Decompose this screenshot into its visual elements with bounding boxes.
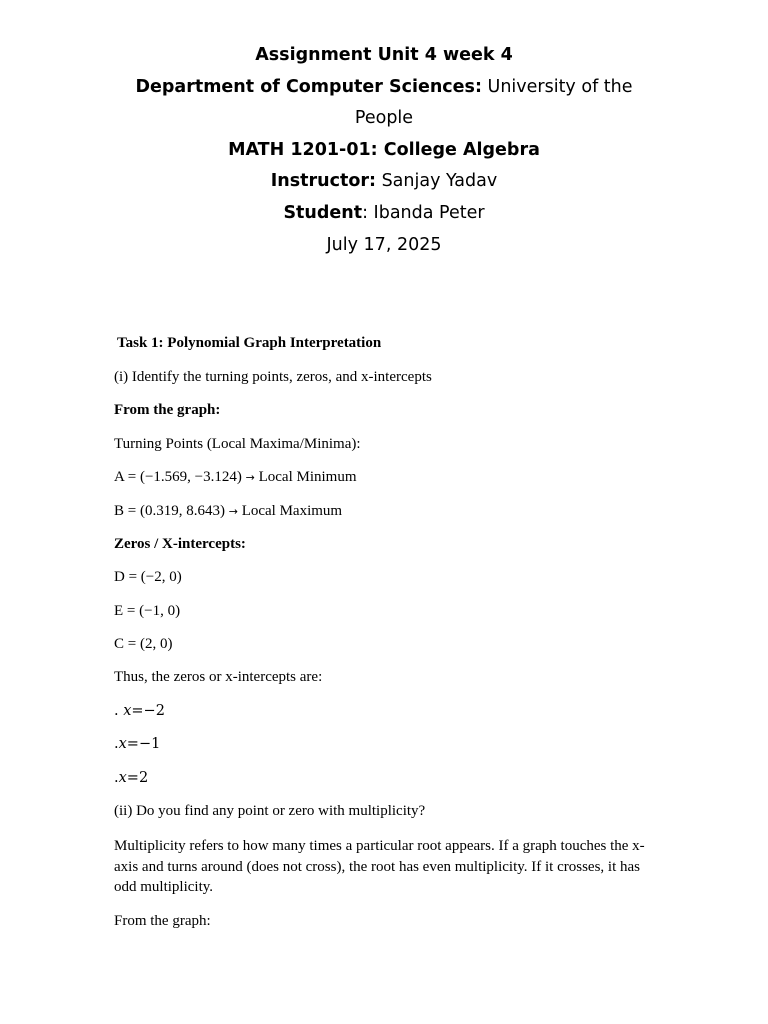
right-arrow-icon: → [245, 471, 255, 484]
instructor-label: Instructor: [270, 171, 377, 192]
point-a-label: A = (−1.569, −3.124) [114, 469, 242, 485]
task-heading: Task 1: Polynomial Graph Interpretation [117, 335, 382, 351]
student-name: : Ibanda Peter [362, 202, 485, 223]
zero-d: D = (−2, 0) [114, 569, 182, 585]
root-3: .x=2 [114, 770, 149, 786]
date: July 17, 2025 [326, 234, 442, 255]
question-i: (i) Identify the turning points, zeros, and x-intercepts [114, 369, 432, 385]
from-graph-text: From the graph: [114, 913, 211, 929]
multiplicity-line-2: axis and turns around (does not cross), the root has even multiplicity. If it crosses, it has [114, 859, 641, 875]
student-label: Student [283, 202, 363, 223]
point-a [114, 468, 654, 487]
department-value-continued: People [354, 108, 414, 129]
zero-e: E = (−1, 0) [114, 603, 181, 619]
from-graph-heading: From the graph: [114, 402, 221, 418]
title-block [100, 40, 668, 261]
instructor-line [100, 166, 668, 198]
point-a-desc: Local Minimum [258, 469, 357, 485]
course-line: MATH 1201-01: College Algebra [228, 139, 540, 160]
root-1: . x=−2 [114, 703, 165, 719]
root-2: .x=−1 [114, 736, 161, 752]
department-label: Department of Computer Sciences: [135, 76, 482, 97]
right-arrow-icon: → [228, 505, 238, 518]
point-b-desc: Local Maximum [241, 503, 343, 519]
thus-text: Thus, the zeros or x-intercepts are: [114, 669, 323, 685]
question-ii: (ii) Do you find any point or zero with multiplicity? [114, 803, 426, 819]
department-line [100, 72, 668, 104]
multiplicity-line-3: odd multiplicity. [114, 879, 214, 895]
point-b-label: B = (0.319, 8.643) [114, 503, 225, 519]
multiplicity-line-1: Multiplicity refers to how many times a particular root appears. If a graph touches the x- [114, 838, 645, 854]
department-value: University of the [481, 76, 633, 97]
point-b [114, 502, 654, 521]
student-line [100, 198, 668, 230]
zeros-heading: Zeros / X-intercepts: [114, 536, 246, 552]
turning-points-label: Turning Points (Local Maxima/Minima): [114, 436, 361, 452]
assignment-title: Assignment Unit 4 week 4 [255, 45, 513, 65]
instructor-name: Sanjay Yadav [376, 171, 498, 192]
zero-c: C = (2, 0) [114, 636, 173, 652]
